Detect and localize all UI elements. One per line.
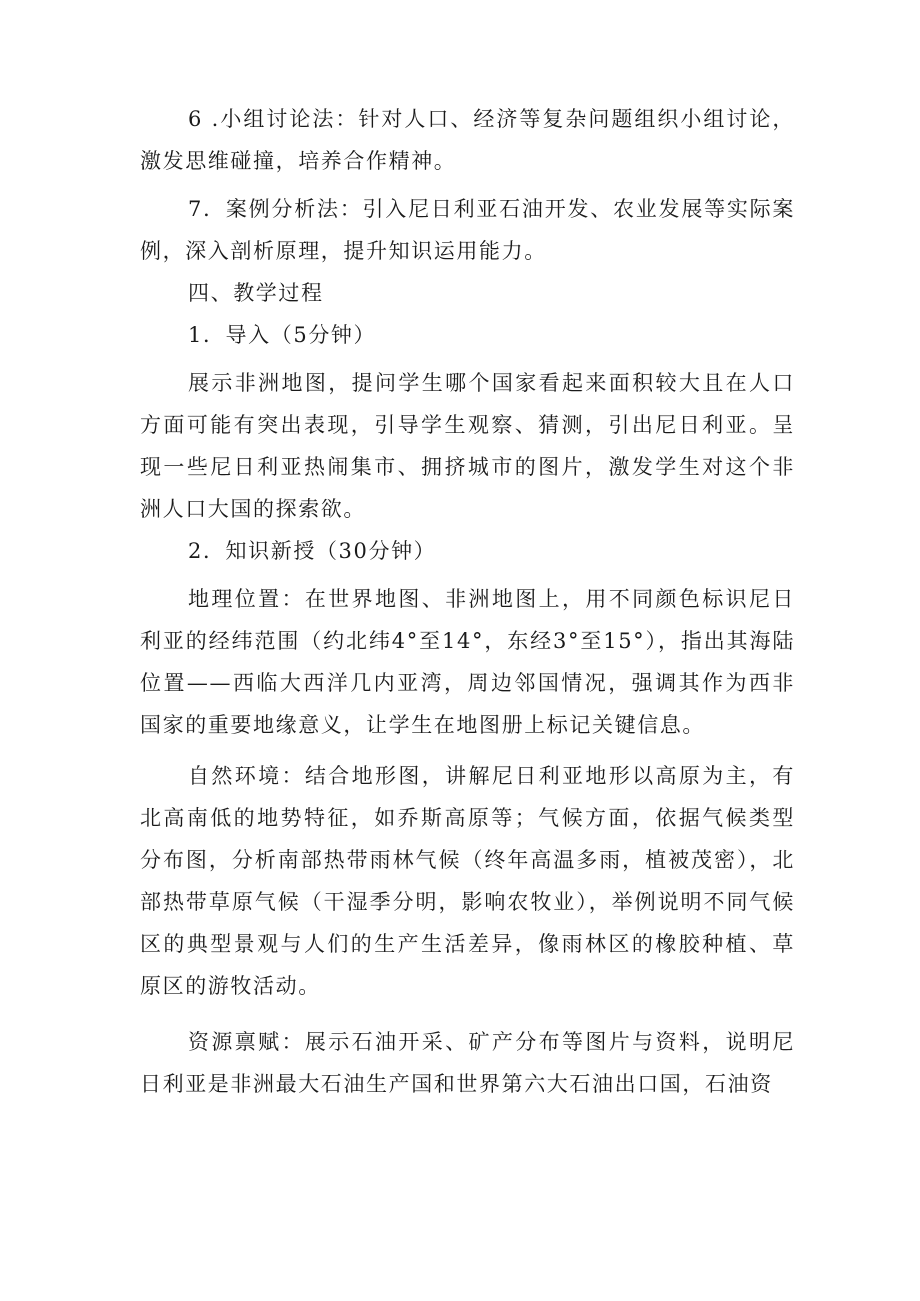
subheading-new-knowledge: 2．知识新授（30分钟） (188, 539, 437, 563)
paragraph-geographic-location: 地理位置：在世界地图、非洲地图上，用不同颜色标识尼日利亚的经纬范围（约北纬4°至14°，东经3°至15°），指出其海陆位置——西临大西洋几内亚湾，周边邻国情况，强调其作为西非国家的重要地缘意义，让学生在地图册上标记关键信息。 (140, 587, 795, 737)
paragraph-case-analysis: 7．案例分析法：引入尼日利亚石油开发、农业发展等实际案例，深入剖析原理，提升知识运用能力。 (140, 197, 795, 263)
subheading-introduction: 1．导入（5分钟） (188, 323, 377, 347)
paragraph-resource-endowment: 资源禀赋：展示石油开采、矿产分布等图片与资料，说明尼日利亚是非洲最大石油生产国和世界第六大石油出口国，石油资 (140, 1030, 795, 1096)
paragraph-natural-environment: 自然环境：结合地形图，讲解尼日利亚地形以高原为主，有北高南低的地势特征，如乔斯高原等；气候方面，依据气候类型分布图，分析南部热带雨林气候（终年高温多雨，植被茂密），北部热带草原气候（干湿季分明，影响农牧业），举例说明不同气候区的典型景观与人们的生产生活差异，像雨林区的橡胶种植、草原区的游牧活动。 (140, 764, 795, 998)
document-page (140, 98, 795, 1105)
section-heading-teaching-process: 四、教学过程 (188, 281, 324, 305)
paragraph-introduction: 展示非洲地图，提问学生哪个国家看起来面积较大且在人口方面可能有突出表现，引导学生观察、猜测，引出尼日利亚。呈现一些尼日利亚热闹集市、拥挤城市的图片，激发学生对这个非洲人口大国的探索欲。 (140, 371, 795, 521)
paragraph-group-discussion: 6 .小组讨论法：针对人口、经济等复杂问题组织小组讨论，激发思维碰撞，培养合作精神。 (140, 107, 795, 173)
